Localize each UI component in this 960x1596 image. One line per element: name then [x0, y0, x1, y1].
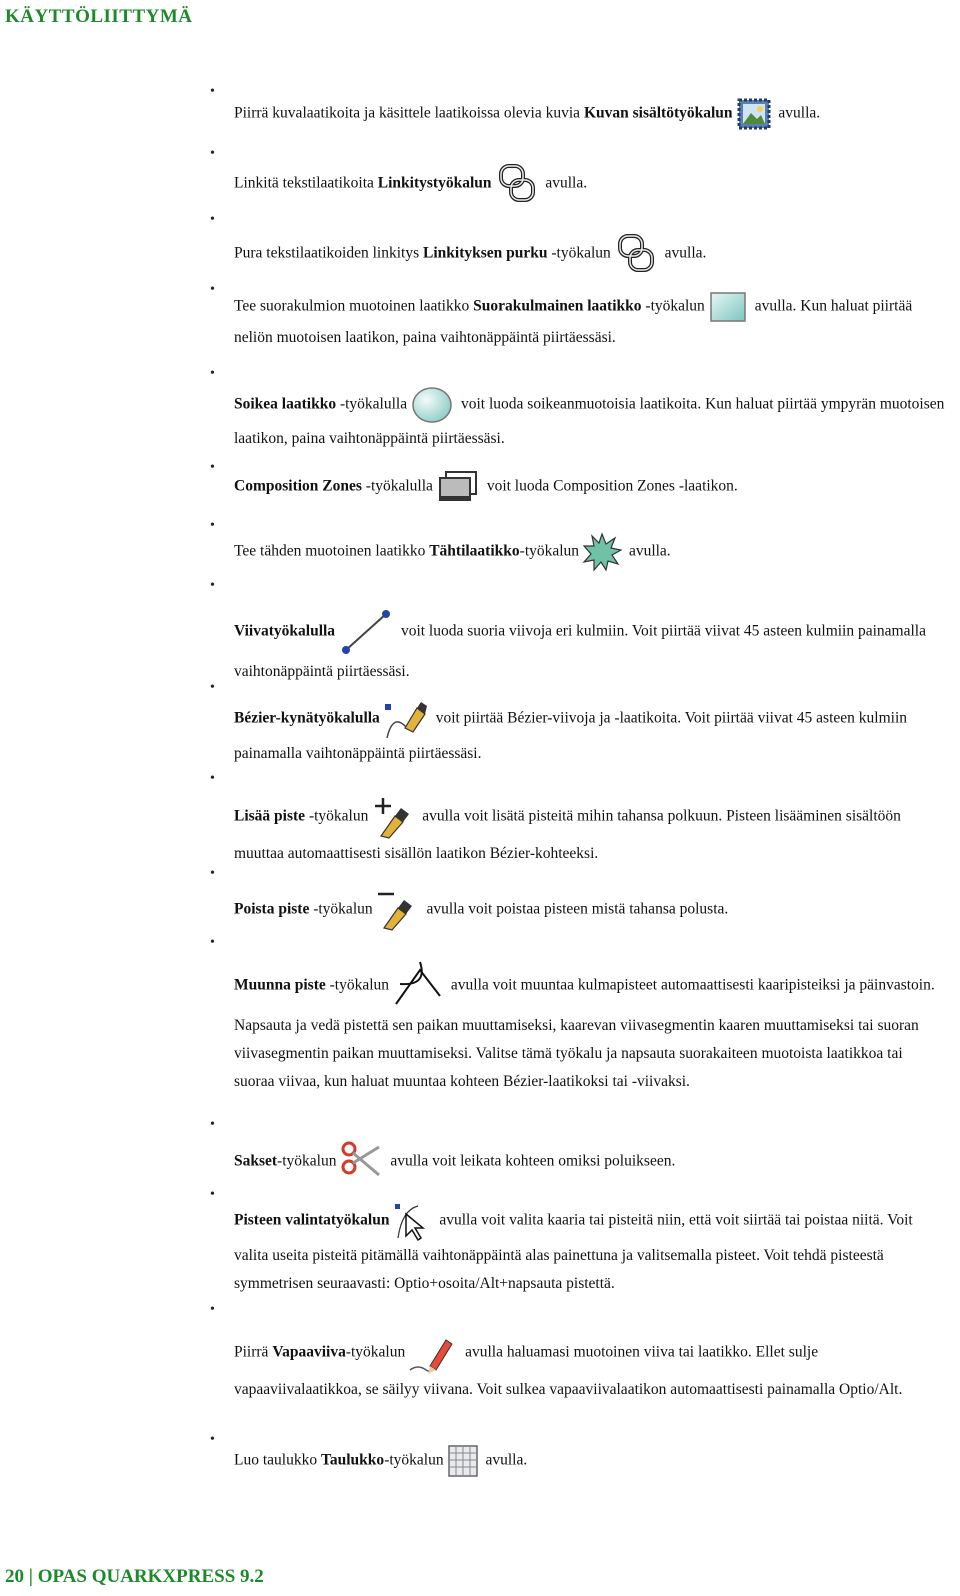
- list-item-text: [234, 385, 946, 453]
- item-text-mid: -työkalun: [519, 542, 580, 560]
- tool-name: Linkityksen purku: [423, 244, 548, 262]
- add-point-tool-icon: [371, 794, 415, 840]
- tool-name: Composition Zones: [234, 477, 362, 495]
- tool-name: Soikea laatikko: [234, 395, 337, 413]
- item-text-post: avulla. Kun haluat piirtää neliön muotoisen laatikon, paina vaihtonäppäintä piirtäessäsi.: [234, 297, 913, 346]
- tool-name: Suorakulmainen laatikko: [473, 297, 642, 315]
- item-text-post: avulla.: [481, 1451, 528, 1469]
- item-text-post: avulla.: [660, 244, 707, 262]
- list-item-text: [234, 698, 946, 768]
- list-item-text: [234, 1200, 946, 1298]
- freehand-tool-icon: [408, 1330, 458, 1376]
- bullet: •: [210, 1187, 215, 1202]
- bullet: •: [210, 1302, 215, 1317]
- footer-title: OPAS QUARKXPRESS 9.2: [37, 1566, 264, 1587]
- item-text-pre: Piirrä kuvalaatikoita ja käsittele laatikoissa olevia kuvia: [234, 104, 584, 122]
- line-tool-icon: [338, 606, 394, 658]
- list-item-text: [234, 532, 946, 572]
- item-text-post: avulla.: [541, 174, 588, 192]
- item-text-pre: Tee suorakulmion muotoinen laatikko: [234, 297, 474, 315]
- composition-zones-tool-icon: [436, 470, 480, 504]
- item-text-pre: Luo taulukko: [234, 1451, 321, 1469]
- bullet: •: [210, 1432, 215, 1447]
- unlinking-tool-icon: [614, 232, 658, 276]
- bullet: •: [210, 578, 215, 593]
- item-text-post: avulla voit poistaa pisteen mistä tahansa polusta.: [422, 900, 729, 918]
- item-text-mid: -työkalun: [305, 807, 369, 825]
- list-item-text: [234, 1444, 946, 1478]
- item-text-post: avulla.: [774, 104, 821, 122]
- item-text-mid: -työkalun: [384, 1451, 444, 1469]
- bullet: •: [210, 518, 215, 533]
- item-text-mid: -työkalulla: [336, 395, 408, 413]
- item-text-post: voit piirtää Bézier-viivoja ja -laatikoita. Voit piirtää viivat 45 asteen kulmiin painamalla vaihtonäppäintä piirtäessäsi.: [234, 709, 907, 762]
- bullet: •: [210, 460, 215, 475]
- item-text-post: avulla voit leikata kohteen omiksi poluikseen.: [386, 1152, 676, 1170]
- list-item-text: [234, 606, 946, 686]
- tool-name: Taulukko: [320, 1451, 385, 1469]
- bullet: •: [210, 84, 215, 99]
- rectangle-box-tool-icon: [708, 290, 748, 324]
- table-tool-icon: [447, 1444, 479, 1478]
- list-item-text: [234, 232, 946, 276]
- bullet: •: [210, 366, 215, 381]
- list-item-text: [234, 1330, 946, 1404]
- tool-name: Vapaaviiva: [272, 1343, 346, 1361]
- bullet: •: [210, 282, 215, 297]
- tool-name: Poista piste: [234, 900, 310, 918]
- point-select-tool-icon: [392, 1200, 432, 1242]
- item-text-post: avulla.: [625, 542, 671, 560]
- starburst-tool-icon: [582, 532, 622, 572]
- item-text-mid: -työkalun: [325, 976, 390, 994]
- item-text-mid: -työkalun: [345, 1343, 406, 1361]
- item-text-mid: -työkalun: [309, 900, 373, 918]
- item-text-mid: -työkalun: [277, 1152, 337, 1170]
- item-text-post: voit luoda Composition Zones -laatikon.: [482, 477, 738, 495]
- item-text-post: voit luoda suoria viivoja eri kulmiin. Voit piirtää viivat 45 asteen kulmiin painamalla vaihtonäppäintä piirtäessäsi.: [234, 622, 926, 680]
- list-item-text: [234, 888, 946, 932]
- item-text-pre: Linkitä tekstilaatikoita: [234, 174, 378, 192]
- item-text-pre: Pura tekstilaatikoiden linkitys: [234, 244, 423, 262]
- tool-name: Lisää piste: [234, 807, 306, 825]
- item-text-post: avulla haluamasi muotoinen viiva tai laatikko. Ellet sulje vapaaviivalaatikkoa, se säilyy viivana. Voit sulkea vapaaviivalaatikon automaattisesti painamalla Optio/Alt.: [234, 1343, 903, 1398]
- list-item-text: [234, 97, 946, 131]
- item-text-pre: Tee tähden muotoinen laatikko: [234, 542, 430, 560]
- linking-tool-icon: [495, 162, 539, 206]
- convert-point-tool-icon: [392, 960, 444, 1012]
- footer: [5, 1566, 264, 1588]
- item-text-mid: -työkalun: [641, 297, 705, 315]
- bullet: •: [210, 1117, 215, 1132]
- list-item-text: [234, 470, 946, 504]
- tool-name: Viivatyökalulla: [234, 622, 336, 640]
- item-text-post: avulla voit valita kaaria tai pisteitä niin, että voit siirtää tai poistaa niitä. Voit valita useita pisteitä pitämällä vaihtonäppäintä alas painettuna ja valitsemalla pisteet. Voit tehdä pisteestä symmetrisen seuraavasti: Optio+osoita/Alt+napsauta pistettä.: [234, 1211, 913, 1292]
- item-text-mid: -työkalulla: [361, 477, 433, 495]
- tool-name: Tähtilaatikko: [429, 542, 520, 560]
- scissors-tool-icon: [339, 1139, 383, 1185]
- tool-name: Muunna piste: [234, 976, 326, 994]
- item-text-post: avulla voit lisätä pisteitä mihin tahansa polkuun. Pisteen lisääminen sisältöön muuttaa automaattisesti sisällön laatikon Bézier-kohteeksi.: [234, 807, 901, 862]
- item-text-post: avulla voit muuntaa kulmapisteet automaattisesti kaaripisteiksi ja päinvastoin. Napsauta ja vedä pistettä sen paikan muuttamiseksi, kaarevan viivasegmentin kaaren muuttamiseksi tai suoran viivasegmentin paikan muuttamiseksi. Valitse tämä työkalu ja napsauta suorakaiteen muotoista laatikkoa tai suoraa viivaa, kun haluat muuntaa kohteen Bézier-laatikoksi tai -viivaksi.: [234, 976, 935, 1090]
- remove-point-tool-icon: [376, 888, 420, 932]
- list-item-text: [234, 960, 946, 1096]
- item-text-pre: Piirrä: [234, 1343, 273, 1361]
- tool-name: Pisteen valintatyökalun: [234, 1211, 390, 1229]
- item-text-mid: -työkalun: [547, 244, 611, 262]
- footer-separator: |: [28, 1566, 33, 1587]
- list-item-text: [234, 794, 946, 868]
- item-text-post: voit luoda soikeanmuotoisia laatikoita. Kun haluat piirtää ympyrän muotoisen laatikon, paina vaihtonäppäintä piirtäessäsi.: [234, 395, 945, 447]
- bullet: •: [210, 212, 215, 227]
- bullet: •: [210, 771, 215, 786]
- oval-box-tool-icon: [410, 385, 454, 425]
- tool-name: Kuvan sisältötyökalun: [583, 104, 733, 122]
- tool-name: Bézier-kynätyökalulla: [234, 709, 380, 727]
- tool-name: Sakset: [234, 1152, 278, 1170]
- list-item-text: [234, 1139, 946, 1185]
- bullet: •: [210, 680, 215, 695]
- bullet: •: [210, 146, 215, 161]
- list-item-text: [234, 162, 946, 206]
- tool-name: Linkitystyökalun: [377, 174, 492, 192]
- list-item-text: [234, 290, 946, 352]
- page-title: KÄYTTÖLIITTYMÄ: [5, 6, 193, 27]
- page-number: 20: [5, 1566, 24, 1587]
- image-content-tool-icon: [736, 97, 772, 131]
- bezier-pen-tool-icon: [383, 698, 429, 740]
- bullet: •: [210, 866, 215, 881]
- bullet: •: [210, 935, 215, 950]
